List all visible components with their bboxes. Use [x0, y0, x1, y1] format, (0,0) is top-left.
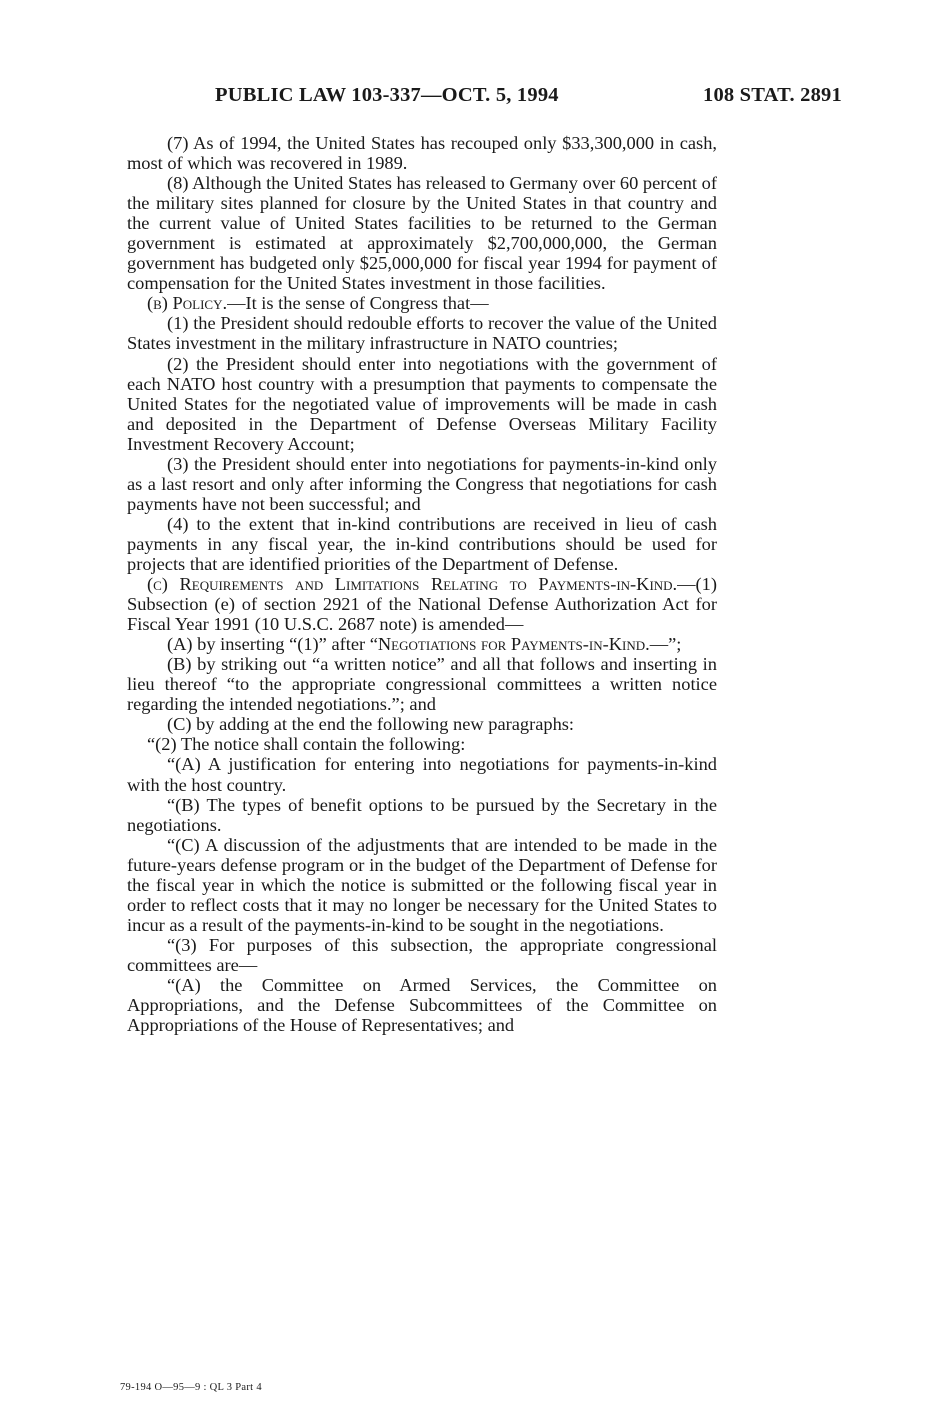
paragraph-definition-3: “(3) For purposes of this subsection, the appropriate congressional committees are—	[127, 934, 717, 975]
paragraph-notice-2b: “(B) The types of benefit options to be pursued by the Secretary in the negotiations.	[127, 794, 717, 835]
amendment-a-text: (A) by inserting “(1)” after “	[167, 634, 378, 655]
header-law-citation: PUBLIC LAW 103-337—OCT. 5, 1994	[215, 84, 559, 106]
printer-code-footer: 79-194 O—95—9 : QL 3 Part 4	[120, 1382, 262, 1393]
paragraph-policy-1: (1) the President should redouble efforts to recover the value of the United States investment in the military infrastructure in NATO countries;	[127, 313, 717, 354]
paragraph-notice-2: “(2) The notice shall contain the following:	[147, 734, 466, 755]
policy-lead: (b) Policy.	[147, 293, 228, 314]
paragraph-notice-2a: “(A) A justification for entering into negotiations for payments-in-kind with the host country.	[127, 754, 717, 795]
amendment-a-end: —”;	[649, 634, 682, 655]
paragraph-policy-heading	[127, 293, 717, 313]
paragraph-policy-4: (4) to the extent that in-kind contributions are received in lieu of cash payments in any fiscal year, the in-kind contributions should be used for projects that are identified priorities of the Department of Defense.	[127, 513, 717, 574]
paragraph-amendment-c: (C) by adding at the end the following new paragraphs:	[167, 714, 575, 735]
paragraph-definition-3a: “(A) the Committee on Armed Services, the Committee on Appropriations, and the Defense Subcommittees of the Committee on Appropriations of the House of Representatives; and	[127, 974, 717, 1036]
paragraph-policy-2: (2) the President should enter into negotiations with the government of each NATO host country with a presumption that payments to compensate the United States for the negotiated value of improvements will be made in cash and deposited in the Department of Defense Overseas Military Facility Investment Recovery Account;	[127, 353, 717, 454]
page-header	[0, 84, 948, 114]
paragraph-finding-8: (8) Although the United States has released to Germany over 60 percent of the military sites planned for closure by the United States in that country and the current value of United States facilities to be returned to the German government is estimated at approximately $2,700,000,000, the German government has budgeted only $25,000,000 for fiscal year 1994 for payment of compensation for the United States investment in those facilities.	[127, 173, 717, 294]
paragraph-policy-3: (3) the President should enter into negotiations for payments-in-kind only as a last resort and only after informing the Congress that negotiations for cash payments have not been successful; and	[127, 453, 717, 514]
policy-lead-rest: —It is the sense of Congress that—	[227, 293, 489, 314]
paragraph-amendment-a	[127, 634, 717, 654]
document-body	[127, 133, 717, 1035]
requirements-lead: (c) Requirements and Limitations Relating to Payments-in-Kind.	[147, 574, 678, 595]
paragraph-notice-2c: “(C) A discussion of the adjustments that are intended to be made in the future-years defense program or in the budget of the Department of Defense for the fiscal year in which the notice is submitted or the following fiscal year in order to reflect costs that it may no longer be necessary for the United States to incur as a result of the payments-in-kind to be sought in the negotiations.	[127, 834, 717, 935]
paragraph-amendment-b: (B) by striking out “a written notice” and all that follows and inserting in lieu thereof “to the appropriate congressional committees a written notice regarding the intended negotiations.”; and	[127, 654, 717, 715]
requirements-lead-rest: —(1) Subsection (e) of section 2921 of the National Defense Authorization Act for Fiscal Year 1991 (10 U.S.C. 2687 note) is amended—	[127, 574, 717, 635]
paragraph-requirements-heading	[127, 574, 717, 634]
header-stat-page: 108 STAT. 2891	[703, 84, 842, 106]
amendment-a-heading: Negotiations for Payments-in-Kind.	[377, 634, 650, 655]
paragraph-finding-7: (7) As of 1994, the United States has recouped only $33,300,000 in cash, most of which was recovered in 1989.	[127, 133, 717, 174]
